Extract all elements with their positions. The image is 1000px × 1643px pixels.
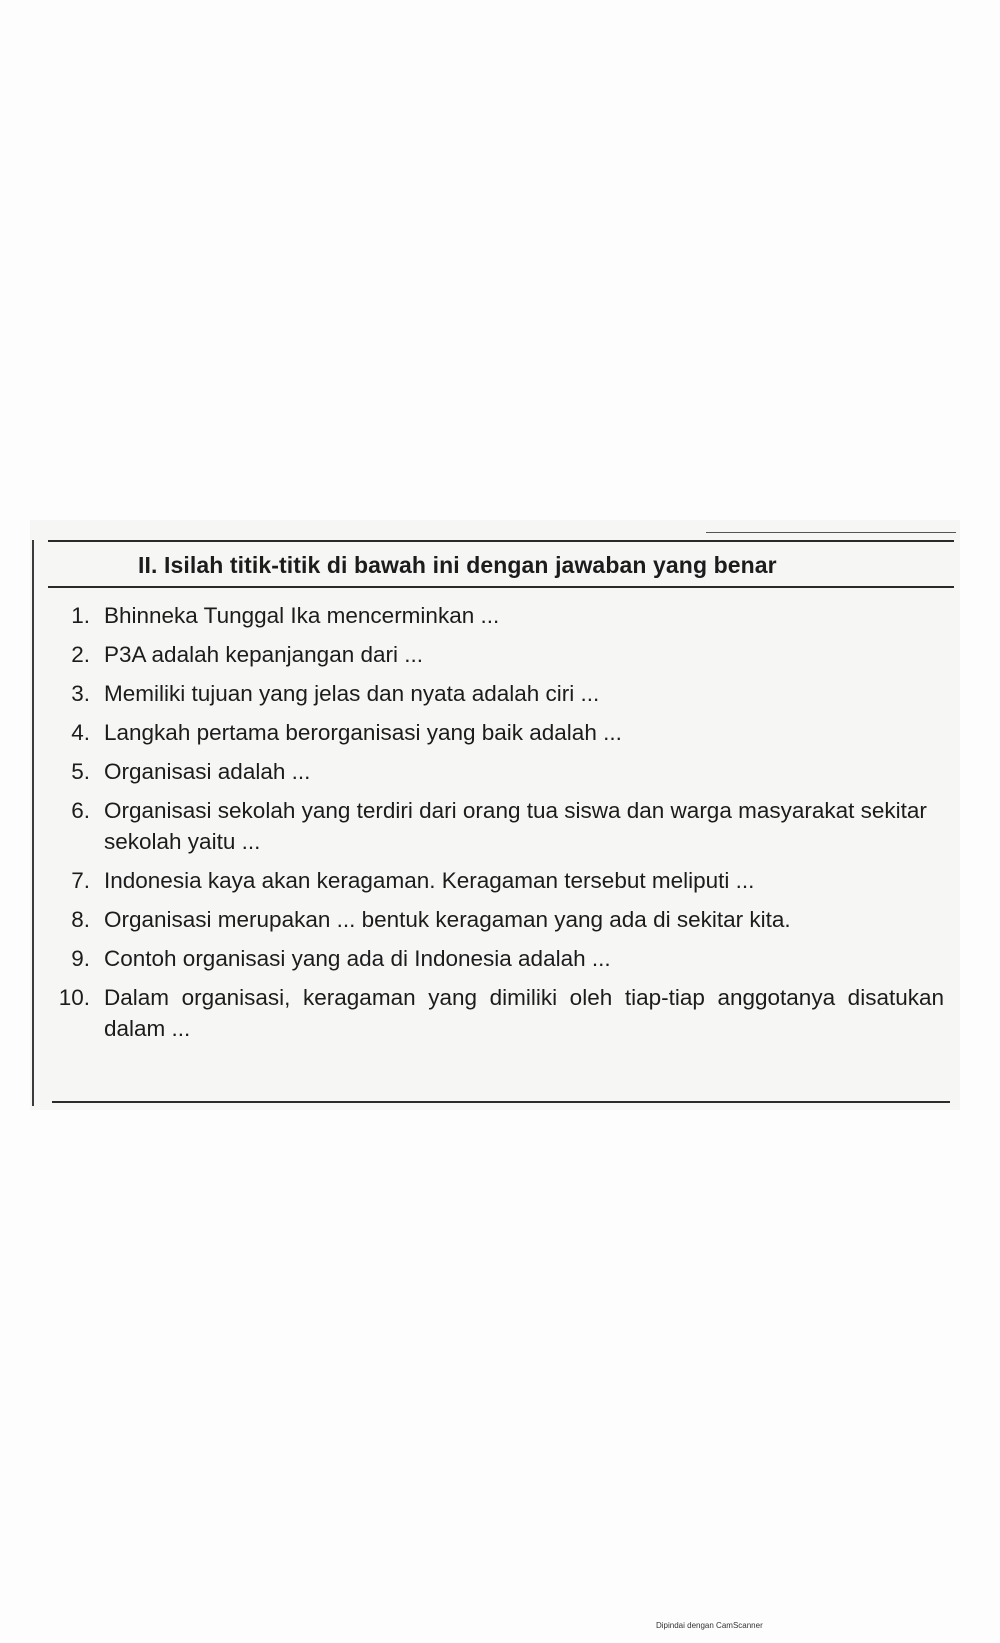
question-number: 7. <box>71 868 90 893</box>
question-text: Bhinneka Tunggal Ika mencerminkan ... <box>104 603 500 628</box>
question-text: Organisasi sekolah yang terdiri dari orang tua siswa dan warga masyarakat sekitar sekolah yaitu ... <box>104 798 927 854</box>
top-rule-short <box>706 532 956 533</box>
question-number: 4. <box>71 720 90 745</box>
question-item <box>48 943 954 974</box>
question-number: 9. <box>71 946 90 971</box>
question-list <box>48 600 954 1052</box>
page-left-edge-line <box>32 540 34 1106</box>
question-item <box>48 639 954 670</box>
question-item <box>48 865 954 896</box>
question-text: Dalam organisasi, keragaman yang dimiliki oleh tiap-tiap anggotanya disatukan dalam ... <box>104 985 944 1041</box>
question-number: 5. <box>71 759 90 784</box>
question-item <box>48 600 954 631</box>
question-number: 1. <box>71 603 90 628</box>
question-item <box>48 678 954 709</box>
question-text: P3A adalah kepanjangan dari ... <box>104 642 423 667</box>
section-heading: II. Isilah titik-titik di bawah ini dengan jawaban yang benar <box>138 552 777 578</box>
question-number: 6. <box>71 798 90 823</box>
question-item <box>48 756 954 787</box>
question-number: 2. <box>71 642 90 667</box>
question-item <box>48 982 954 1044</box>
question-text: Langkah pertama berorganisasi yang baik adalah ... <box>104 720 622 745</box>
question-text: Organisasi merupakan ... bentuk keragaman yang ada di sekitar kita. <box>104 907 791 932</box>
question-number: 3. <box>71 681 90 706</box>
question-item <box>48 904 954 935</box>
question-number: 8. <box>71 907 90 932</box>
question-text: Contoh organisasi yang ada di Indonesia adalah ... <box>104 946 611 971</box>
scanner-watermark: Dipindai dengan CamScanner <box>656 1621 763 1630</box>
question-text: Memiliki tujuan yang jelas dan nyata adalah ciri ... <box>104 681 600 706</box>
bottom-rule <box>52 1101 950 1103</box>
question-item <box>48 795 954 857</box>
heading-underline <box>48 586 954 588</box>
top-rule <box>48 540 954 542</box>
question-item <box>48 717 954 748</box>
question-text: Indonesia kaya akan keragaman. Keragaman tersebut meliputi ... <box>104 868 755 893</box>
question-number: 10. <box>58 985 90 1010</box>
question-text: Organisasi adalah ... <box>104 759 311 784</box>
